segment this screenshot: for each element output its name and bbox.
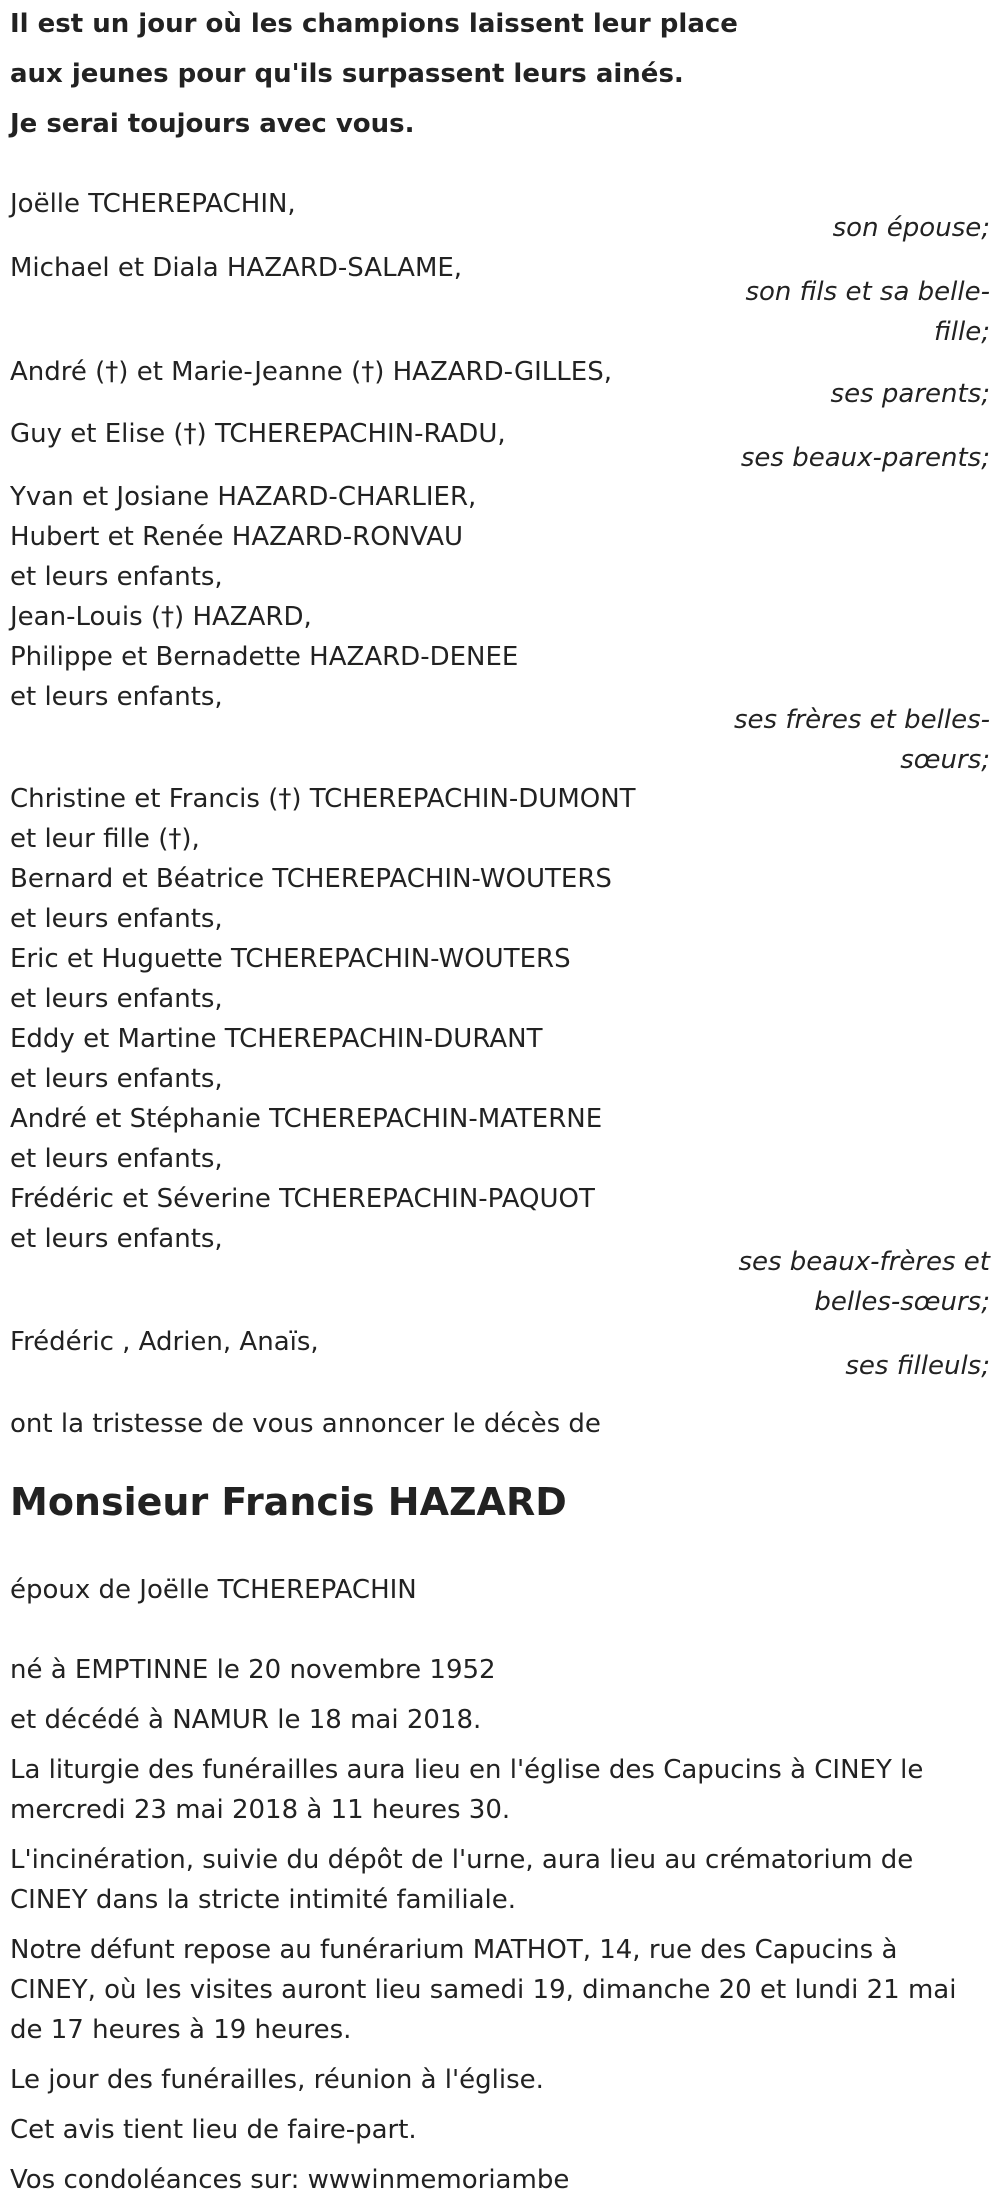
godchildren-name: Frédéric , Adrien, Anaïs, <box>10 1327 319 1357</box>
brother-in-law-line: et leurs enfants, <box>10 1224 223 1254</box>
sibling-line: Philippe et Bernadette HAZARD-DENEE <box>10 642 519 672</box>
brothers-in-law-role: ses beaux-frères et <box>738 1247 990 1277</box>
brother-in-law-line: et leurs enfants, <box>10 984 223 1014</box>
son-name: Michael et Diala HAZARD-SALAME, <box>10 253 463 283</box>
cremation-line: CINEY dans la stricte intimité familiale. <box>10 1885 517 1915</box>
visits-line: Notre défunt repose au funérarium MATHOT, 14, rue des Capucins à <box>10 1935 898 1965</box>
inlaws-name: Guy et Elise (†) TCHEREPACHIN-RADU, <box>10 419 506 449</box>
brother-in-law-line: et leurs enfants, <box>10 1144 223 1174</box>
visits-line: CINEY, où les visites auront lieu samedi 19, dimanche 20 et lundi 21 mai <box>10 1975 957 2005</box>
visits-line: de 17 heures à 19 heures. <box>10 2015 352 2045</box>
godchildren-role: ses filleuls; <box>845 1351 990 1381</box>
condolences-line: Vos condoléances sur: wwwinmemoriambe <box>10 2165 570 2195</box>
wife-name: Joëlle TCHEREPACHIN, <box>10 189 296 219</box>
brother-in-law-line: Eric et Huguette TCHEREPACHIN-WOUTERS <box>10 944 571 974</box>
wife-role: son épouse; <box>832 213 990 243</box>
siblings-role: ses frères et belles- <box>733 705 990 735</box>
siblings-role: sœurs; <box>900 745 990 775</box>
inlaws-role: ses beaux-parents; <box>740 443 990 473</box>
brothers-in-law-role: belles-sœurs; <box>814 1287 990 1317</box>
brother-in-law-line: et leur fille (†), <box>10 824 200 854</box>
brother-in-law-line: et leurs enfants, <box>10 904 223 934</box>
epigraph-line: Il est un jour où les champions laissent leur place <box>10 9 738 39</box>
brother-in-law-line: Eddy et Martine TCHEREPACHIN-DURANT <box>10 1024 543 1054</box>
sibling-line: Jean-Louis (†) HAZARD, <box>10 602 312 632</box>
cremation-line: L'incinération, suivie du dépôt de l'urne, aura lieu au crématorium de <box>10 1845 914 1875</box>
sibling-line: Yvan et Josiane HAZARD-CHARLIER, <box>10 482 477 512</box>
son-role: fille; <box>934 317 990 347</box>
birth-line: né à EMPTINNE le 20 novembre 1952 <box>10 1655 496 1685</box>
liturgy-line: mercredi 23 mai 2018 à 11 heures 30. <box>10 1795 511 1825</box>
notice-line: Cet avis tient lieu de faire-part. <box>10 2115 417 2145</box>
meeting-line: Le jour des funérailles, réunion à l'église. <box>10 2065 544 2095</box>
deceased-name: Monsieur Francis HAZARD <box>10 1480 567 1524</box>
sibling-line: Hubert et Renée HAZARD-RONVAU <box>10 522 464 552</box>
epigraph-line: aux jeunes pour qu'ils surpassent leurs ainés. <box>10 59 684 89</box>
sibling-line: et leurs enfants, <box>10 682 223 712</box>
brother-in-law-line: Frédéric et Séverine TCHEREPACHIN-PAQUOT <box>10 1184 595 1214</box>
spouse-of: époux de Joëlle TCHEREPACHIN <box>10 1575 417 1605</box>
brother-in-law-line: Christine et Francis (†) TCHEREPACHIN-DUMONT <box>10 784 636 814</box>
brother-in-law-line: Bernard et Béatrice TCHEREPACHIN-WOUTERS <box>10 864 612 894</box>
liturgy-line: La liturgie des funérailles aura lieu en l'église des Capucins à CINEY le <box>10 1755 924 1785</box>
brother-in-law-line: André et Stéphanie TCHEREPACHIN-MATERNE <box>10 1104 603 1134</box>
brother-in-law-line: et leurs enfants, <box>10 1064 223 1094</box>
epigraph-line: Je serai toujours avec vous. <box>10 109 415 139</box>
parents-name: André (†) et Marie-Jeanne (†) HAZARD-GILLES, <box>10 357 612 387</box>
announcement-text: ont la tristesse de vous annoncer le décès de <box>10 1409 601 1439</box>
son-role: son fils et sa belle- <box>745 277 990 307</box>
death-line: et décédé à NAMUR le 18 mai 2018. <box>10 1705 482 1735</box>
sibling-line: et leurs enfants, <box>10 562 223 592</box>
parents-role: ses parents; <box>830 379 990 409</box>
